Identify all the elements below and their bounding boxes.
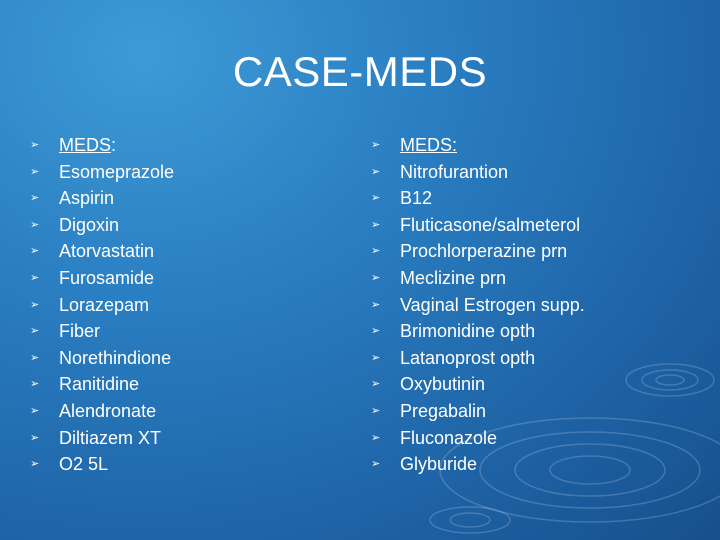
arrow-bullet-icon: ➢ xyxy=(371,351,381,364)
arrow-bullet-icon: ➢ xyxy=(30,378,40,391)
arrow-bullet-icon: ➢ xyxy=(30,431,40,444)
meds-header xyxy=(59,132,116,159)
list-item xyxy=(371,265,701,292)
arrow-bullet-icon: ➢ xyxy=(30,165,40,178)
medication-name: Lorazepam xyxy=(59,294,150,315)
medication-name: Esomeprazole xyxy=(59,161,175,182)
arrow-bullet-icon: ➢ xyxy=(30,404,40,417)
list-item xyxy=(30,212,330,239)
arrow-bullet-icon: ➢ xyxy=(30,271,40,284)
medication-name: Brimonidine opth xyxy=(400,321,536,342)
medication-name: Pregabalin xyxy=(400,400,487,421)
list-item xyxy=(371,398,701,425)
medication-name: O2 5L xyxy=(59,454,109,475)
list-item xyxy=(371,132,701,159)
arrow-bullet-icon: ➢ xyxy=(371,378,381,391)
list-item xyxy=(30,425,330,452)
arrow-bullet-icon: ➢ xyxy=(371,139,381,151)
list-item xyxy=(371,159,701,186)
arrow-bullet-icon: ➢ xyxy=(371,245,381,258)
list-item xyxy=(30,398,330,425)
medication-name: Norethindione xyxy=(59,347,172,368)
arrow-bullet-icon: ➢ xyxy=(371,431,381,444)
list-item xyxy=(30,238,330,265)
medication-name: Ranitidine xyxy=(59,374,140,395)
medication-name: Aspirin xyxy=(59,188,115,209)
medication-name: Fluticasone/salmeterol xyxy=(400,214,581,235)
arrow-bullet-icon: ➢ xyxy=(30,298,40,311)
list-item xyxy=(30,159,330,186)
right-meds-list xyxy=(371,132,701,478)
arrow-bullet-icon: ➢ xyxy=(30,192,40,205)
slide-title: CASE-MEDS xyxy=(232,48,488,95)
arrow-bullet-icon: ➢ xyxy=(30,351,40,364)
list-item xyxy=(371,371,701,398)
medication-name: Alendronate xyxy=(59,400,157,421)
medication-name: Furosamide xyxy=(59,267,155,288)
medication-name: Prochlorperazine prn xyxy=(400,241,568,262)
left-meds-list xyxy=(30,132,330,478)
list-item xyxy=(30,345,330,372)
medication-name: Fiber xyxy=(59,321,101,342)
list-item xyxy=(30,451,330,478)
medication-name: Latanoprost opth xyxy=(400,347,536,368)
arrow-bullet-icon: ➢ xyxy=(371,298,381,311)
medication-name: Oxybutinin xyxy=(400,374,486,395)
medication-name: Fluconazole xyxy=(400,427,498,448)
arrow-bullet-icon: ➢ xyxy=(30,245,40,258)
list-item xyxy=(371,185,701,212)
list-item xyxy=(30,265,330,292)
list-item xyxy=(371,318,701,345)
medication-name: Glyburide xyxy=(400,454,478,475)
list-item xyxy=(371,345,701,372)
arrow-bullet-icon: ➢ xyxy=(30,218,40,231)
medication-name: Digoxin xyxy=(59,214,120,235)
arrow-bullet-icon: ➢ xyxy=(371,271,381,284)
arrow-bullet-icon: ➢ xyxy=(371,218,381,231)
arrow-bullet-icon: ➢ xyxy=(30,325,40,338)
medication-name: Vaginal Estrogen supp. xyxy=(400,294,585,315)
meds-header-suffix: : xyxy=(111,135,117,155)
arrow-bullet-icon: ➢ xyxy=(371,404,381,417)
arrow-bullet-icon: ➢ xyxy=(30,458,40,471)
list-item xyxy=(30,371,330,398)
arrow-bullet-icon: ➢ xyxy=(371,458,381,471)
list-item xyxy=(371,451,701,478)
list-item xyxy=(371,212,701,239)
list-item xyxy=(371,292,701,319)
arrow-bullet-icon: ➢ xyxy=(371,192,381,205)
medication-name: Diltiazem XT xyxy=(59,427,162,448)
list-item xyxy=(371,425,701,452)
list-item xyxy=(30,318,330,345)
meds-header-label: MEDS: xyxy=(400,135,458,155)
list-item xyxy=(30,185,330,212)
arrow-bullet-icon: ➢ xyxy=(30,139,40,151)
medication-name: Meclizine prn xyxy=(400,267,507,288)
meds-header-label: MEDS xyxy=(59,135,112,155)
list-item xyxy=(371,238,701,265)
medication-name: B12 xyxy=(400,188,433,209)
arrow-bullet-icon: ➢ xyxy=(371,325,381,338)
medication-name: Nitrofurantion xyxy=(400,161,509,182)
list-item xyxy=(30,132,330,159)
list-item xyxy=(30,292,330,319)
arrow-bullet-icon: ➢ xyxy=(371,165,381,178)
medication-name: Atorvastatin xyxy=(59,241,155,262)
